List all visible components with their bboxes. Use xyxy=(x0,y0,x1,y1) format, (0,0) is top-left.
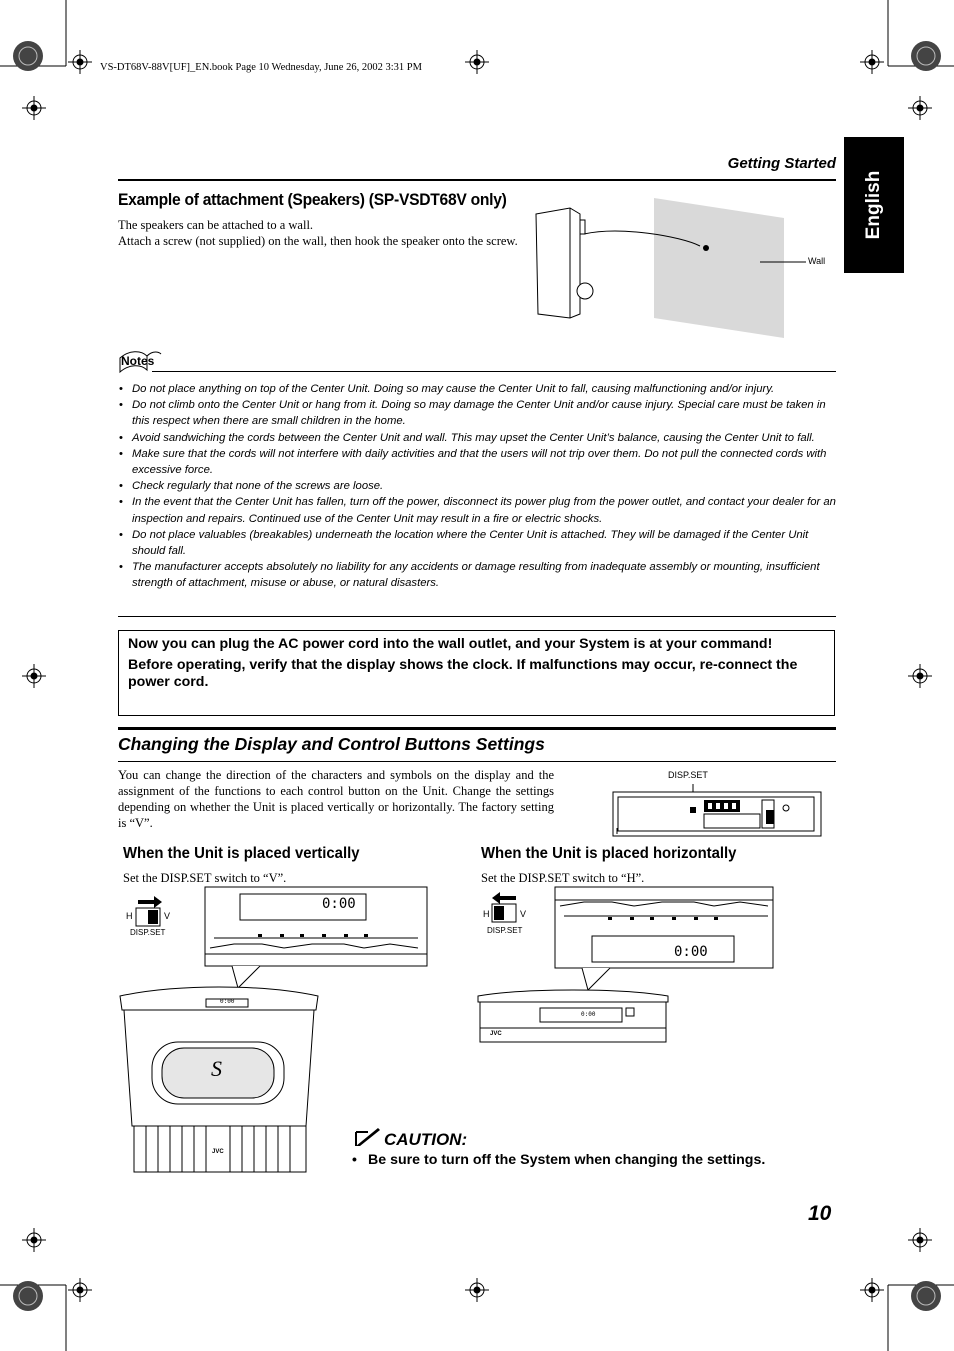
caution-bullet: • xyxy=(352,1151,357,1167)
note-item: • Do not climb onto the Center Unit or hang from it. Doing so may damage the Center Unit and/or cause injury. Special care must be taken in this respect when there are small children in the home. xyxy=(117,397,839,429)
horizontal-instruction: Set the DISP.SET switch to “H”. xyxy=(481,871,645,885)
language-tab-label: English xyxy=(863,170,884,240)
note-item: • The manufacturer accepts absolutely no liability for any accidents or damage resulting from inadequate assembly or mounting, insufficient strength of attachment, misuse or abuse, or natural disasters. xyxy=(117,559,839,591)
change-top-rule xyxy=(118,727,836,730)
vertical-instruction: Set the DISP.SET switch to “V”. xyxy=(123,871,287,885)
caution-title: CAUTION: xyxy=(384,1130,468,1149)
caution-icon xyxy=(354,1126,382,1148)
vertical-switch-h-label: H xyxy=(126,911,133,921)
vertical-heading: When the Unit is placed vertically xyxy=(123,845,360,862)
horizontal-heading: When the Unit is placed horizontally xyxy=(481,845,737,862)
note-item: • Do not place anything on top of the Center Unit. Doing so may cause the Center Unit to fall, causing malfunctioning and/or injury. xyxy=(117,381,839,397)
vertical-unit-clock: 0:00 xyxy=(220,998,235,1005)
vertical-display-closeup xyxy=(204,886,430,968)
horizontal-disp-set-switch xyxy=(490,888,520,924)
note-item: • Avoid sandwiching the cords between the Center Unit and wall. This may upset the Center Unit’s balance, causing the Center Unit to fall. xyxy=(117,430,839,446)
disp-set-callout: DISP.SET xyxy=(668,770,708,780)
section-rule xyxy=(118,179,836,181)
vertical-switch-caption: DISP.SET xyxy=(130,928,166,937)
attach-line-2: Attach a screw (not supplied) on the wall, then hook the speaker onto the screw. xyxy=(118,234,518,248)
notes-list xyxy=(117,381,839,592)
file-header: VS-DT68V-88V[UF]_EN.book Page 10 Wednesday, June 26, 2002 3:31 PM xyxy=(100,62,422,73)
vertical-clock: 0:00 xyxy=(322,896,356,912)
horizontal-display-closeup xyxy=(554,886,776,970)
notice-line-1: Now you can plug the AC power cord into the wall outlet, and your System is at your command! xyxy=(128,636,773,652)
attach-line-1: The speakers can be attached to a wall. xyxy=(118,218,314,232)
note-item: • Check regularly that none of the screws are loose. xyxy=(117,478,839,494)
note-item: • In the event that the Center Unit has fallen, turn off the power, disconnect its power plug from the power outlet, and contact your dealer for an inspection and repairs. Continued use of the Center Unit may result in a fire or electric shocks. xyxy=(117,494,839,526)
language-tab xyxy=(844,137,904,273)
vertical-disp-set-switch xyxy=(134,892,164,928)
horizontal-switch-v-label: V xyxy=(520,909,527,919)
notes-end-rule xyxy=(118,616,836,617)
unit-rear-illustration xyxy=(612,780,824,838)
section-name: Getting Started xyxy=(727,155,836,172)
horizontal-jvc-logo: JVC xyxy=(490,1031,502,1037)
wall-label: Wall xyxy=(808,256,826,266)
notes-rule xyxy=(152,371,836,372)
notice-line-2: Before operating, verify that the display shows the clock. If malfunctions may occur, re-connect the power cord. xyxy=(128,657,798,690)
change-bottom-rule xyxy=(118,761,836,762)
horizontal-switch-caption: DISP.SET xyxy=(487,926,523,935)
vertical-logo-letter: S xyxy=(211,1056,222,1081)
horizontal-clock: 0:00 xyxy=(674,944,708,960)
attach-heading: Example of attachment (Speakers) (SP-VSDT68V only) xyxy=(118,190,507,209)
vertical-jvc-logo: JVC xyxy=(212,1149,224,1155)
change-heading: Changing the Display and Control Buttons Settings xyxy=(118,734,545,754)
change-intro: You can change the direction of the characters and symbols on the display and the assignment of the functions to each control button on the Unit. Change the settings depending on whether the Unit is placed vertically or horizontally. The factory setting is “V”. xyxy=(118,768,554,830)
page-number: 10 xyxy=(808,1202,832,1225)
horizontal-unit-clock: 0:00 xyxy=(581,1011,596,1018)
speaker-wall-illustration xyxy=(530,196,830,341)
horizontal-unit-illustration xyxy=(476,986,670,1044)
caution-text: Be sure to turn off the System when changing the settings. xyxy=(368,1152,766,1168)
notice-box xyxy=(118,630,835,716)
note-item: • Make sure that the cords will not interfere with daily activities and that the users will not trip over them. Do not pull the connected cords with excessive force. xyxy=(117,446,839,478)
notes-label: Notes xyxy=(121,354,155,368)
note-item: • Do not place valuables (breakables) underneath the location where the Center Unit is attached. They will be damaged if the Center Unit should fall. xyxy=(117,527,839,559)
vertical-switch-v-label: V xyxy=(164,911,171,921)
horizontal-switch-h-label: H xyxy=(483,909,490,919)
